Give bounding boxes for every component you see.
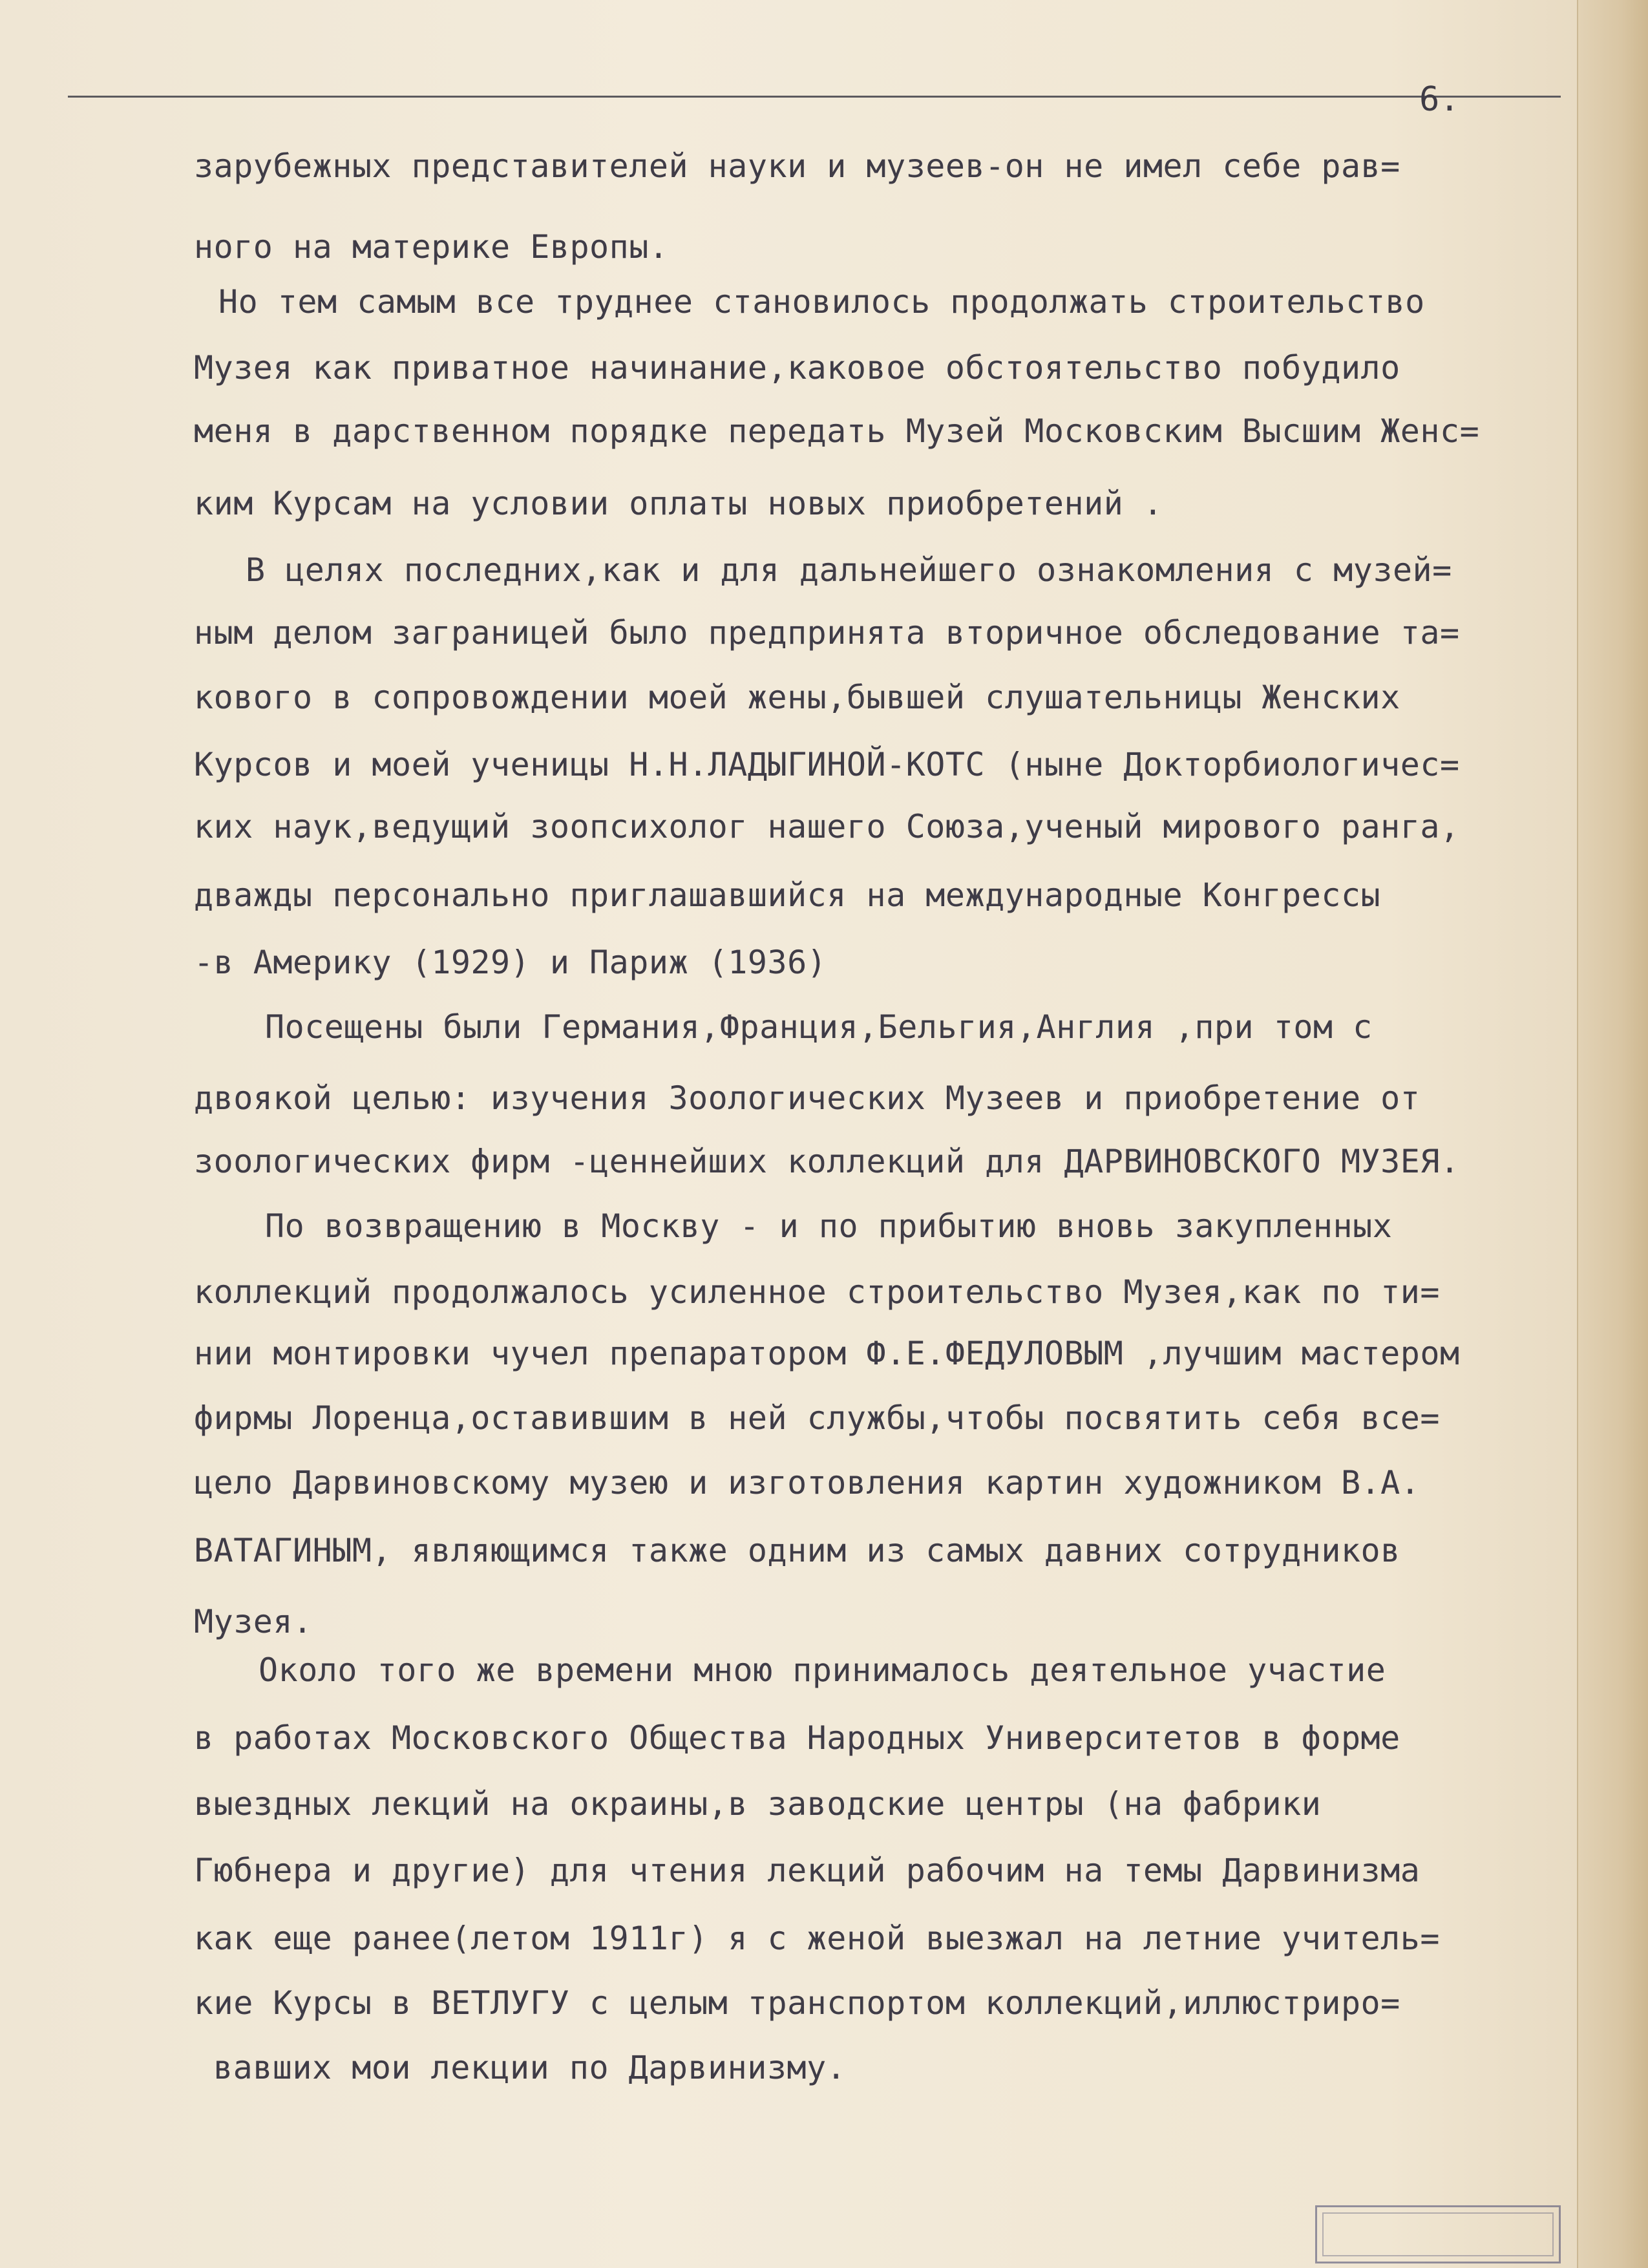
text-line: ного на материке Европы. xyxy=(194,228,669,266)
text-line: Курсов и моей ученицы Н.Н.ЛАДЫГИНОЙ-КОТС (ныне Докторбиологичес= xyxy=(194,746,1460,783)
text-line: меня в дарственном порядке передать Музей Московским Высшим Женс= xyxy=(194,412,1480,450)
text-line: зарубежных представителей науки и музеев-он не имел себе рав= xyxy=(194,147,1400,185)
text-line: коллекций продолжалось усиленное строительство Музея,как по ти= xyxy=(194,1273,1440,1311)
text-line: зоологических фирм -ценнейших коллекций для ДАРВИНОВСКОГО МУЗЕЯ. xyxy=(194,1143,1460,1180)
text-line: ВАТАГИНЫМ, являющимся также одним из самых давних сотрудников xyxy=(194,1532,1400,1569)
archive-stamp-border xyxy=(1322,2212,1554,2256)
archive-stamp xyxy=(1315,2205,1561,2263)
text-line: кие Курсы в ВЕТЛУГУ с целым транспортом коллекций,иллюстриро= xyxy=(194,1984,1400,2022)
text-line: двоякой целью: изучения Зоологических Музеев и приобретение от xyxy=(194,1079,1421,1117)
text-line: В целях последних,как и для дальнейшего ознакомления с музей= xyxy=(246,551,1452,589)
text-line: фирмы Лоренца,оставившим в ней службы,чтобы посвятить себя все= xyxy=(194,1399,1440,1437)
text-line: Около того же времени мною принималось деятельное участие xyxy=(259,1651,1386,1689)
text-line: как еще ранее(летом 1911г) я с женой выезжал на летние учитель= xyxy=(194,1920,1440,1957)
text-line: Но тем самым все труднее становилось продолжать строительство xyxy=(218,283,1425,321)
text-line: дважды персонально приглашавшийся на международные Конгрессы xyxy=(194,876,1381,914)
text-line: ным делом заграницей было предпринята вторичное обследование та= xyxy=(194,614,1460,652)
text-line: в работах Московского Общества Народных Университетов в форме xyxy=(194,1719,1400,1757)
text-line: По возвращению в Москву - и по прибытию вновь закупленных xyxy=(265,1207,1393,1245)
text-line: -в Америку (1929) и Париж (1936) xyxy=(194,944,827,981)
text-line: цело Дарвиновскому музею и изготовления картин художником В.А. xyxy=(194,1464,1421,1501)
text-line: выездных лекций на окраины,в заводские центры (на фабрики xyxy=(194,1785,1322,1823)
text-line: кового в сопровождении моей жены,бывшей слушательницы Женских xyxy=(194,679,1400,716)
header-rule xyxy=(68,96,1561,98)
text-line: ких наук,ведущий зоопсихолог нашего Союза,ученый мирового ранга, xyxy=(194,808,1460,845)
text-line: нии монтировки чучел препаратором Ф.Е.ФЕДУЛОВЫМ ,лучшим мастером xyxy=(194,1335,1460,1372)
text-line: Музея как приватное начинание,каковое обстоятельство побудило xyxy=(194,349,1400,387)
page-number: 6. xyxy=(1419,80,1460,119)
page-edge-strip xyxy=(1577,0,1648,2268)
text-line: ким Курсам на условии оплаты новых приобретений . xyxy=(194,485,1163,522)
text-line: Гюбнера и другие) для чтения лекций рабочим на темы Дарвинизма xyxy=(194,1852,1421,1889)
text-line: вавших мои лекции по Дарвинизму. xyxy=(213,2049,847,2086)
text-line: Музея. xyxy=(194,1603,313,1640)
text-line: Посещены были Германия,Франция,Бельгия,Англия ,при том с xyxy=(265,1008,1373,1046)
